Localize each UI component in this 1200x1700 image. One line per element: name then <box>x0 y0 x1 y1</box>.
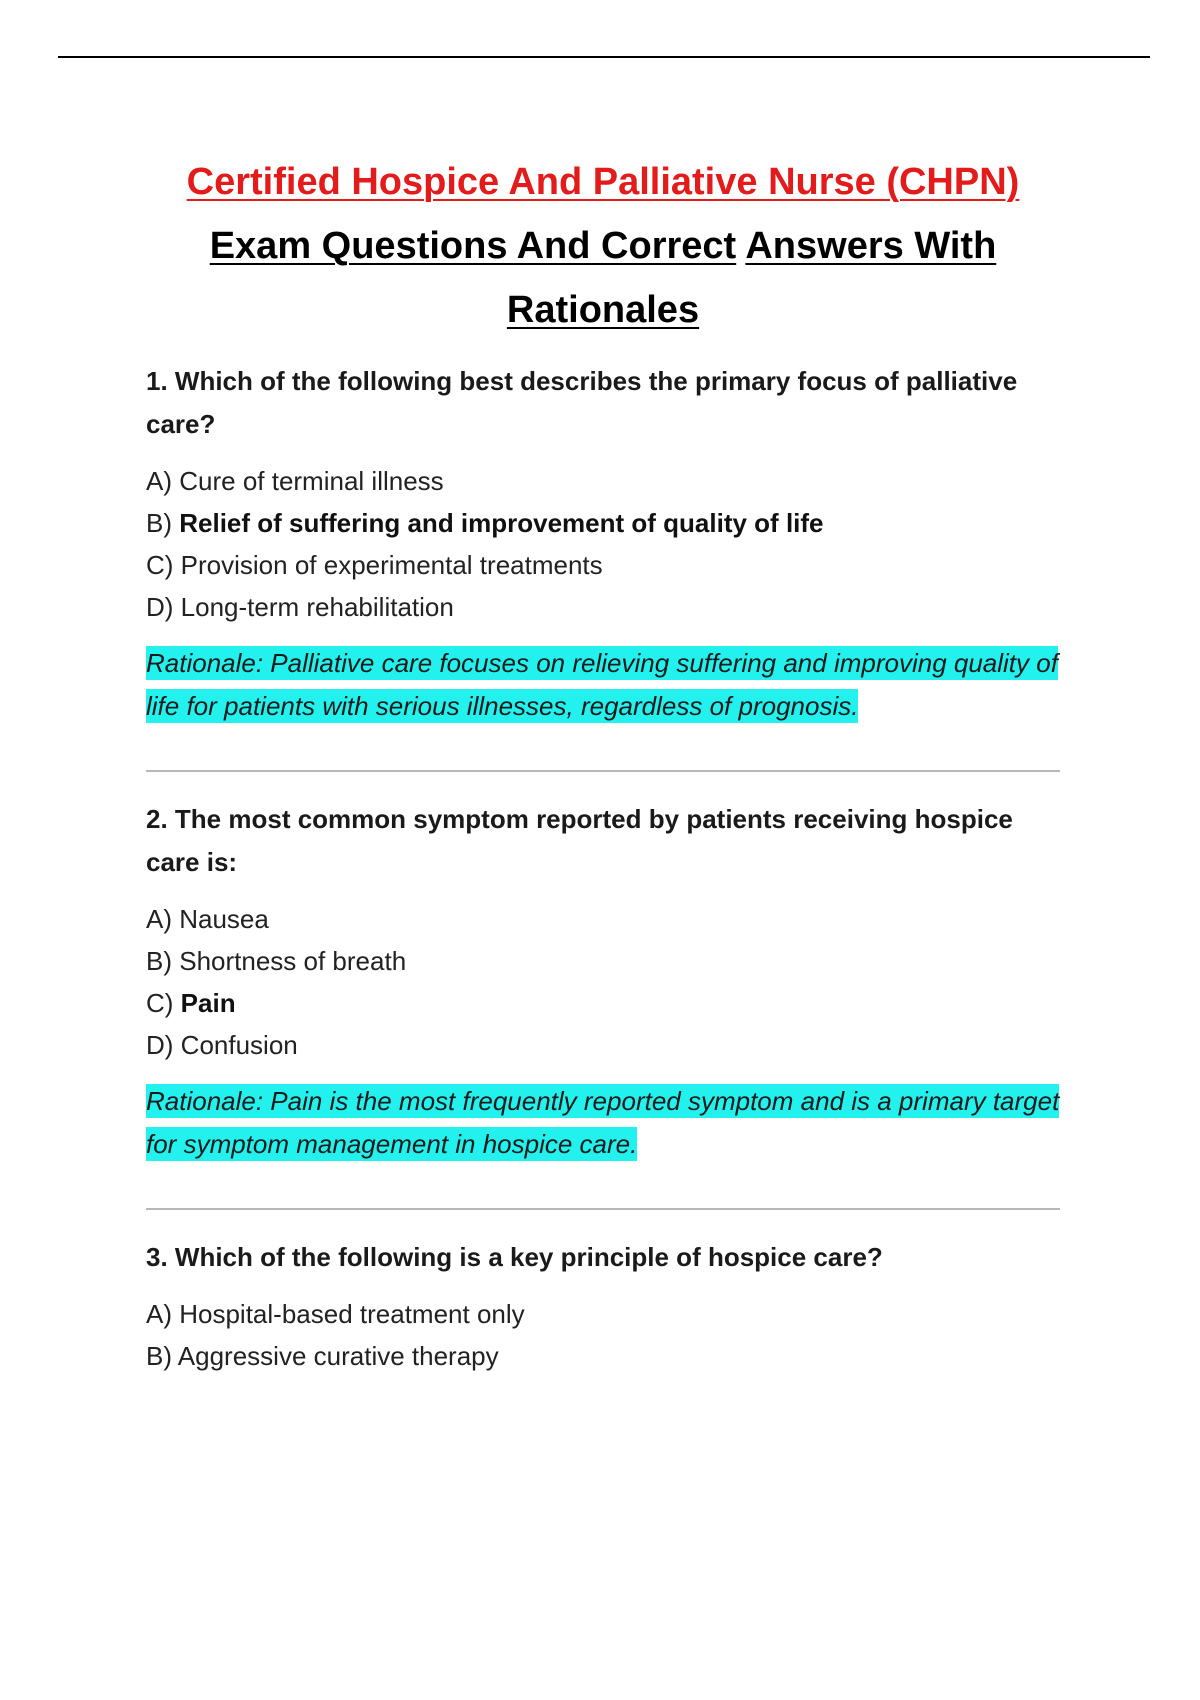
option-letter: C) <box>146 988 181 1018</box>
question-block-2 <box>146 798 1060 1166</box>
option-letter: A) <box>146 904 180 934</box>
option-text: Cure of terminal illness <box>179 466 444 496</box>
option-c <box>146 544 1060 586</box>
section-divider <box>146 1208 1060 1210</box>
option-letter: D) <box>146 592 181 622</box>
rationale-text: Rationale: Pain is the most frequently reported symptom and is a primary target for symptom management in hospice care. <box>146 1086 1060 1159</box>
option-a <box>146 1293 1060 1335</box>
question-block-3 <box>146 1236 1060 1377</box>
option-letter: B) <box>146 508 180 538</box>
rationale-block <box>146 1080 1060 1166</box>
title-red-text: Certified Hospice And Palliative Nurse (CHPN) <box>186 161 1020 203</box>
option-text: Long-term rehabilitation <box>180 592 454 622</box>
option-letter: B) <box>146 946 180 976</box>
question-block-1 <box>146 360 1060 728</box>
option-list <box>146 1293 1060 1377</box>
option-text: Hospital-based treatment only <box>179 1299 525 1329</box>
title-text-part-1: Exam Questions And Correct <box>209 225 737 267</box>
document-title-line-2 <box>146 214 1060 278</box>
option-d <box>146 586 1060 628</box>
title-text-part-2: Answers With <box>745 225 997 267</box>
option-c-correct <box>146 982 1060 1024</box>
option-letter: C) <box>146 550 181 580</box>
option-text-correct: Pain <box>180 988 236 1018</box>
question-text: 1. Which of the following best describes the primary focus of palliative care? <box>146 366 1018 439</box>
option-b <box>146 1335 1060 1377</box>
option-text: Nausea <box>179 904 269 934</box>
option-list <box>146 460 1060 628</box>
option-text: Provision of experimental treatments <box>180 550 603 580</box>
option-text: Aggressive curative therapy <box>177 1341 499 1371</box>
option-letter: A) <box>146 1299 180 1329</box>
document-title-line-3 <box>146 278 1060 342</box>
option-text: Shortness of breath <box>179 946 407 976</box>
option-list <box>146 898 1060 1066</box>
rationale-text: Rationale: Palliative care focuses on relieving suffering and improving quality of life for patients with serious illnesses, regardless of prognosis. <box>146 648 1058 721</box>
option-b <box>146 940 1060 982</box>
section-divider <box>146 770 1060 772</box>
question-text: 2. The most common symptom reported by patients receiving hospice care is: <box>146 804 1013 877</box>
option-text: Confusion <box>180 1030 298 1060</box>
option-d <box>146 1024 1060 1066</box>
option-letter: A) <box>146 466 180 496</box>
option-a <box>146 898 1060 940</box>
option-a <box>146 460 1060 502</box>
top-horizontal-rule <box>58 56 1150 58</box>
document-title-line-1 <box>146 150 1060 214</box>
rationale-block <box>146 642 1060 728</box>
title-text-part-3: Rationales <box>506 289 700 331</box>
option-letter: D) <box>146 1030 181 1060</box>
document-page <box>146 150 1060 1377</box>
question-text: 3. Which of the following is a key principle of hospice care? <box>146 1242 883 1272</box>
option-letter: B) <box>146 1341 178 1371</box>
option-text-correct: Relief of suffering and improvement of quality of life <box>179 508 824 538</box>
option-b-correct <box>146 502 1060 544</box>
